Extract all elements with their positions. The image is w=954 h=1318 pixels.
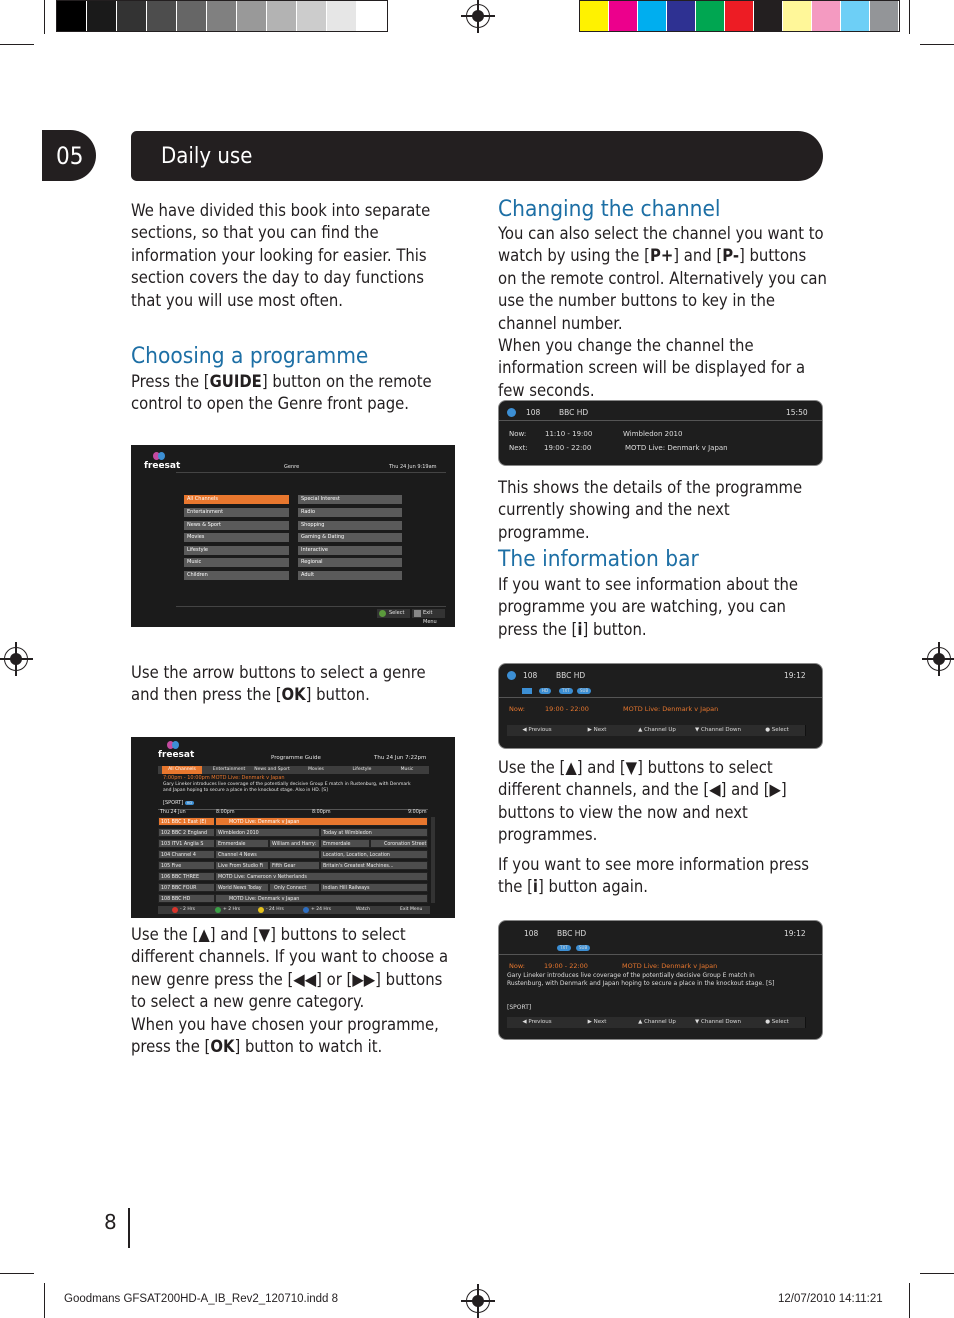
- registration-mark-icon: [466, 1289, 490, 1313]
- channel-name: BBC HD: [559, 408, 589, 417]
- programme-cell[interactable]: Channel 4 News: [215, 850, 320, 859]
- programme-guide-screen: [131, 737, 455, 918]
- crop-mark: [909, 1283, 910, 1318]
- clock: 15:50: [786, 408, 808, 417]
- now-time: 11:10 - 19:00: [545, 430, 593, 438]
- select-button[interactable]: ● Select: [749, 1017, 806, 1028]
- programme-cell[interactable]: Live From Studio Fi: [215, 861, 269, 870]
- minus-2hrs-key[interactable]: - 2 Hrs: [180, 907, 195, 912]
- timeline-date: Thu 24 Jun: [160, 810, 186, 815]
- information-bar-screen: [498, 663, 823, 749]
- genre-tabs: [158, 766, 429, 774]
- next-label: Next:: [509, 444, 528, 452]
- programme-cell[interactable]: Today at Wimbledon: [320, 828, 428, 837]
- channel-cell[interactable]: 108 BBC HD: [158, 894, 215, 903]
- channel-cell[interactable]: 101 BBC 1 East (E): [158, 817, 215, 826]
- next-button[interactable]: ▶ Next: [567, 1017, 628, 1028]
- programme-cell[interactable]: Emmerdale: [320, 839, 370, 848]
- infobar-heading: The information bar: [498, 546, 699, 572]
- channel-cell[interactable]: 102 BBC 2 England: [158, 828, 215, 837]
- channel-down-button[interactable]: ▼ Channel Down: [687, 725, 750, 736]
- genre-item[interactable]: News & Sport: [184, 521, 289, 530]
- now-time: 19:00 - 22:00: [544, 962, 588, 970]
- programme-cell[interactable]: Only Connect: [269, 883, 320, 892]
- registration-mark-icon: [4, 647, 28, 671]
- changing-paragraph-1: You can also select the channel you want to watch by using the [P+] and [P-] buttons on the remote control. Alternatively you can use the number buttons to key in the channel number.: [498, 224, 827, 333]
- programme-cell[interactable]: Wimbledon 2010: [215, 828, 320, 837]
- next-time: 19:00 - 22:00: [544, 444, 592, 452]
- timeline-time: 9:00pm: [408, 810, 427, 815]
- crop-mark: [44, 0, 45, 34]
- tab-lifestyle[interactable]: Lifestyle: [352, 767, 372, 772]
- now-label: Now:: [509, 705, 525, 713]
- print-date: 12/07/2010 14:11:21: [778, 1293, 883, 1305]
- programme-cell[interactable]: William and Harry:: [269, 839, 320, 848]
- tab-movies[interactable]: Movies: [308, 767, 324, 772]
- programme-description: Gary Lineker introduces live coverage of the potentially decisive Group E match in Rustenburg, with Denmark and Japan hoping to secure a place in the knockout stage. [S]: [507, 972, 775, 987]
- info-button-bar: [507, 1017, 805, 1028]
- info-button-bar: [507, 725, 805, 736]
- previous-button[interactable]: ◀ Previous: [507, 1017, 568, 1028]
- chapter-number: 05: [42, 130, 96, 181]
- programme-cell[interactable]: MOTD Live: Cameroon v Netherlands: [215, 872, 428, 881]
- crop-mark: [920, 1273, 954, 1274]
- screen-title: Genre: [284, 464, 300, 470]
- programme-cell[interactable]: MOTD Live: Denmark v Japan: [215, 894, 428, 903]
- plus-24hrs-key[interactable]: + 24 Hrs: [311, 907, 331, 912]
- genre-item[interactable]: Music: [184, 558, 289, 567]
- sub-badge: SUB: [576, 945, 590, 951]
- screen-datetime: Thu 24 Jun 9:19am: [389, 464, 437, 470]
- next-programme: MOTD Live: Denmark v Japan: [625, 444, 728, 452]
- genre-item[interactable]: Regional: [298, 558, 402, 567]
- now-programme: MOTD Live: Denmark v Japan: [622, 962, 718, 970]
- infobar-paragraph-2: Use the [▲] and [▼] buttons to select different channels, and the [◀] and [▶] buttons to view the now and next programmes.: [498, 758, 787, 845]
- registration-mark-icon: [466, 4, 490, 28]
- yellow-button-icon: [258, 907, 264, 913]
- blue-button-icon: [303, 907, 309, 913]
- genre-item[interactable]: Interactive: [298, 546, 402, 555]
- genre-item[interactable]: Entertainment: [184, 508, 289, 517]
- plus-2hrs-key[interactable]: + 2 Hrs: [223, 907, 241, 912]
- genre-item[interactable]: Children: [184, 571, 289, 580]
- channel-cell[interactable]: 103 ITV1 Anglia S: [158, 839, 215, 848]
- minus-24hrs-key[interactable]: - 24 Hrs: [266, 907, 284, 912]
- programme-cell[interactable]: Fifth Gear: [269, 861, 320, 870]
- programme-description: Gary Lineker introduces live coverage of the potentially decisive Group E match in Rustenburg, with Denmark and Japan hoping to secure a place in the knockout stage. Also in HD. [S]: [163, 782, 411, 793]
- genre-item[interactable]: Gaming & Dating: [298, 533, 402, 542]
- green-button-icon: [215, 907, 221, 913]
- genre-item[interactable]: Movies: [184, 533, 289, 542]
- hd-badge: HD: [186, 801, 193, 805]
- previous-button[interactable]: ◀ Previous: [507, 725, 568, 736]
- channel-info-screen: [498, 400, 823, 466]
- cmyk-colour-bar: [579, 0, 900, 32]
- tab-news-sport[interactable]: News and Sport: [254, 767, 290, 772]
- genre-item[interactable]: Radio: [298, 508, 402, 517]
- scrollbar[interactable]: [431, 817, 435, 903]
- channel-cell[interactable]: 106 BBC THREE: [158, 872, 215, 881]
- next-button[interactable]: ▶ Next: [567, 725, 628, 736]
- registration-mark-icon: [927, 647, 951, 671]
- genre-item[interactable]: Shopping: [298, 521, 402, 530]
- crop-mark: [44, 1283, 45, 1318]
- intro-paragraph: We have divided this book into separate sections, so that you can find the information your looking for easier. This section covers the day to day functions that you will use most often.: [131, 201, 431, 310]
- freesat-logo: freesat: [158, 741, 190, 761]
- genre-tag: [SPORT] HD: [163, 800, 193, 806]
- file-slug: Goodmans GFSAT200HD-A_IB_Rev2_120710.indd 8: [64, 1293, 339, 1305]
- channel-name: BBC HD: [556, 671, 586, 680]
- genre-item[interactable]: Adult: [298, 571, 402, 580]
- programme-cell[interactable]: Indian Hill Railways: [320, 883, 428, 892]
- choosing-heading: Choosing a programme: [131, 343, 369, 369]
- now-label: Now:: [509, 962, 525, 970]
- now-programme: Wimbledon 2010: [623, 430, 683, 438]
- page-number-rule: [128, 1208, 130, 1248]
- channel-number: 108: [524, 929, 539, 938]
- infobar-paragraph-3: If you want to see more information press the [i] button again.: [498, 855, 810, 897]
- red-button-icon: [172, 907, 178, 913]
- crop-mark: [920, 44, 954, 45]
- genre-screen: [131, 445, 455, 627]
- now-programme: 7:00pm - 10:00pm MOTD Live: Denmark v Japan: [163, 775, 285, 781]
- genre-item[interactable]: All Channels: [184, 495, 289, 504]
- programme-cell[interactable]: World News Today: [215, 883, 269, 892]
- info-icon: [507, 408, 516, 417]
- changing-paragraph-3: This shows the details of the programme currently showing and the next programme.: [498, 478, 803, 542]
- channel-cell[interactable]: 107 BBC FOUR: [158, 883, 215, 892]
- crop-mark: [0, 1273, 34, 1274]
- exit-menu-key[interactable]: Exit Menu: [400, 907, 423, 912]
- extended-information-screen: [498, 920, 823, 1040]
- now-programme: MOTD Live: Denmark v Japan: [623, 705, 719, 713]
- choosing-paragraph-2: Use the arrow buttons to select a genre and then press the [OK] button.: [131, 663, 426, 705]
- choosing-paragraph-3: Use the [▲] and [▼] buttons to select different channels. If you want to choose a new genre press the [◀◀] or [▶▶] buttons to select a new genre category. When you have chosen your programme, press the [OK] button to watch it.: [131, 925, 449, 1057]
- select-key[interactable]: Select: [377, 609, 410, 618]
- freesat-logo: freesat: [144, 452, 176, 472]
- channel-up-button[interactable]: ▲ Channel Up: [627, 725, 688, 736]
- watch-key[interactable]: Watch: [356, 907, 371, 912]
- page-number: 8: [104, 1210, 117, 1234]
- changing-heading: Changing the channel: [498, 196, 721, 222]
- txt-badge: TXT: [557, 945, 571, 951]
- txt-badge: TXT: [559, 688, 573, 694]
- tab-music[interactable]: Music: [400, 767, 414, 772]
- tab-entertainment[interactable]: Entertainment: [212, 767, 246, 772]
- programme-cell[interactable]: MOTD Live: Denmark v Japan: [215, 817, 428, 826]
- channel-cell[interactable]: 104 Channel 4: [158, 850, 215, 859]
- clock: 19:12: [784, 671, 806, 680]
- chapter-title: Daily use: [131, 131, 823, 181]
- programme-cell[interactable]: Location, Location, Location: [320, 850, 428, 859]
- clock: 19:12: [784, 929, 806, 938]
- programme-cell[interactable]: Coronation Street: [370, 839, 428, 848]
- screen-datetime: Thu 24 Jun 7:22pm: [374, 755, 427, 761]
- genre-item[interactable]: Special Interest: [298, 495, 402, 504]
- choosing-paragraph-1: Press the [GUIDE] button on the remote control to open the Genre front page.: [131, 372, 432, 414]
- programme-cell[interactable]: Emmerdale: [215, 839, 269, 848]
- grey-colour-bar: [56, 0, 388, 32]
- genre-item[interactable]: Lifestyle: [184, 546, 289, 555]
- colour-key-bar: [158, 906, 430, 914]
- hd-badge: HD: [539, 688, 551, 694]
- channel-cell[interactable]: 105 Five: [158, 861, 215, 870]
- timeline-time: 8:00pm: [312, 810, 331, 815]
- screen-title: Programme Guide: [271, 755, 321, 761]
- subtitle-icon: [522, 688, 532, 694]
- channel-number: 108: [523, 671, 538, 680]
- infobar-paragraph-1: If you want to see information about the programme you are watching, you can press the [i] button.: [498, 575, 799, 639]
- info-icon: [507, 671, 516, 680]
- now-label: Now:: [509, 430, 527, 438]
- changing-paragraph-2: When you change the channel the information screen will be displayed for a few seconds.: [498, 336, 806, 400]
- channel-name: BBC HD: [557, 929, 587, 938]
- genre-tag: [SPORT]: [507, 1004, 532, 1011]
- channel-up-button[interactable]: ▲ Channel Up: [627, 1017, 688, 1028]
- tab-all-channels[interactable]: All Channels: [162, 766, 202, 774]
- ok-icon: [379, 610, 386, 617]
- channel-number: 108: [526, 408, 541, 417]
- exit-icon: [414, 610, 421, 617]
- select-button[interactable]: ● Select: [749, 725, 806, 736]
- crop-mark: [0, 44, 34, 45]
- exit-menu-key[interactable]: Exit Menu: [412, 609, 445, 618]
- channel-down-button[interactable]: ▼ Channel Down: [687, 1017, 750, 1028]
- crop-mark: [909, 0, 910, 34]
- sub-badge: SUB: [577, 688, 591, 694]
- programme-cell[interactable]: Britain's Greatest Machines...: [320, 861, 428, 870]
- now-time: 19:00 - 22:00: [545, 705, 589, 713]
- timeline-time: 8:00pm: [216, 810, 235, 815]
